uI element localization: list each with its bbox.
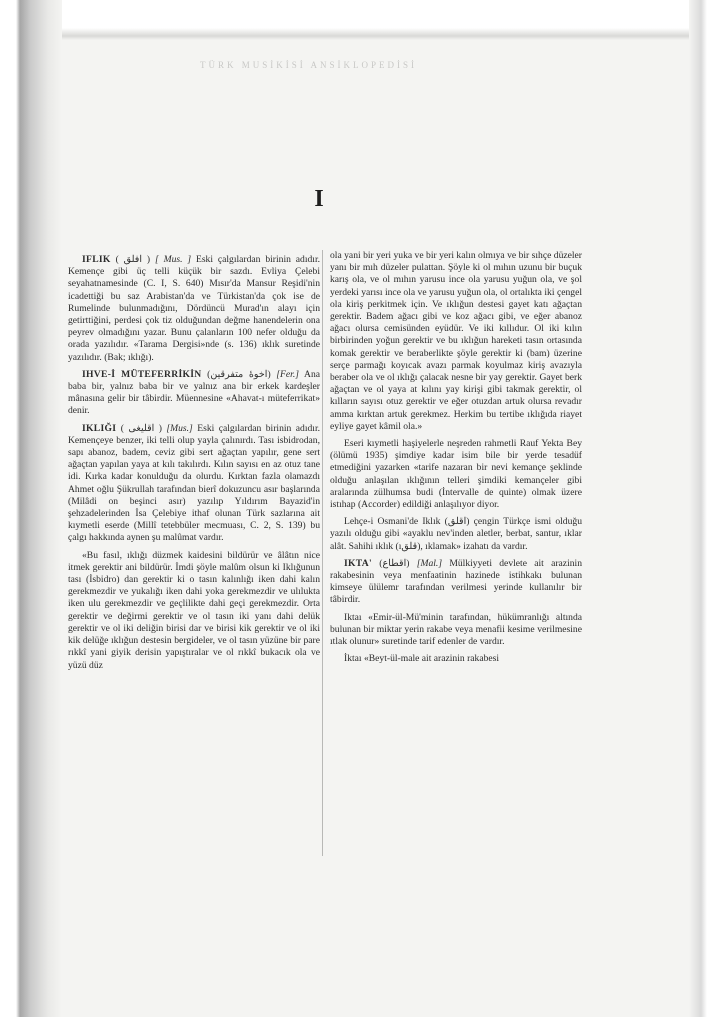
scan-left-shadow bbox=[0, 0, 62, 1017]
left-column bbox=[68, 250, 320, 677]
entry-head: IKTA' bbox=[344, 557, 372, 569]
quote-paragraph: «Bu fasıl, ıklığı düzmek kaidesini bildürür ve âlâtın nice itmek gerektir ani bildürür. İmdi şöyle malûm olsun ki Iklığunun tası (İsbidro) dan gerektir ki o tasın kalınlığı iken dahi kalın gerekmezdir ve yukalığı iken dahi yoka gerekmezdir ve ulılukta iken ulu gerekmezdir ve geçlilikte dahi geçi gerekmezdir. Orta gerektir ve değirmi gerektir ve ol tasın iki yanı dahi delük gerektir ve ol iki deliğin birisi dar ve birisi kik gerektir ve ol iki kik delüğe ıklığun destesin bergideler, ve ol tasın yüzüne bir pare rıkkî yani giyik derisin yapıştıralar ve ol rıkkî bukacık ola ve yüzü düz bbox=[68, 549, 320, 671]
scan-top-shadow bbox=[0, 0, 719, 40]
entry-arabic: ( افلق ) bbox=[115, 254, 151, 265]
section-letter: I bbox=[314, 186, 324, 212]
column-divider bbox=[322, 250, 323, 856]
running-header: TÜRK MUSİKİSİ ANSİKLOPEDİSİ bbox=[200, 60, 418, 70]
quote-continuation: ola yani bir yeri yuka ve bir yeri kalın olmıya ve bir sıhçe düzeler yanı bir mıh düzeler pulattan. Şöyle ki ol mıhın uzunu bir buçuk karış ola, ve ol mıhın yarusu ince ola yarusu yuğun ola, ve şol yerdeki yarısı ince ola ve yarusu yuğun ola, ol ortalıkta iki çengel ola kiriş perkitmek için. Ve ıklığun destesi gayet katı ağaçtan gerektir. Badem ağacı gibi ve koz ağacı gibi, ve eğer abanoz ağacı olursa cemisünden eyüdür. Ve iki kıllıdur. Ol iki kılın birbirinden yoğun gerektir ve bu ıklığun hareketi tasın ortasında komak gerektir ve beraberlikte şöyle gerektir ki (bam) üzerine serçe parmağı koyıcak avazı parmak koyulmaz kiriş avazıyla beraber ola ve ol ıklığı çalacak nesne bir yay gerektir. Gayet berk ağaçtan ve ol yaya at kılını yay kirişi gibi takmak gerektir, ol kılların sayısı otuz gerektir ve eğer otuzdan artuk olursa revadır amma kırktan artuk gerekmez. Herkim bu tertibe ıklığıda riayet eyliye gayet kâmil ola.» bbox=[330, 250, 582, 432]
entry-ikta bbox=[330, 558, 582, 607]
right-column bbox=[330, 250, 582, 671]
entry-tag: [Mus.] bbox=[166, 422, 193, 434]
ikta-paragraph-3: İktaı «Beyt-ül-male ait arazinin rakabesi bbox=[344, 653, 500, 665]
entry-tag: [Fer.] bbox=[276, 368, 299, 380]
entry-head: IFLIK bbox=[82, 254, 111, 265]
entry-arabic: (اقطاع) bbox=[379, 557, 410, 569]
entry-text: Mülkiyyeti devlete ait arazinin rakabesinin veya menfaatinin hazinede istihkakı bulunan kimseye ülülemr tarafından verilmesi yerinde kullanılır bir tâbirdir. bbox=[330, 557, 582, 606]
entry-head: IHVE-İ MÜTEFERRİKİN bbox=[82, 368, 202, 380]
entry-tag: [Mal.] bbox=[416, 557, 443, 569]
scan-right-shadow bbox=[689, 0, 719, 1017]
entry-tag: [ Mus. ] bbox=[154, 254, 192, 265]
entry-ihve bbox=[68, 369, 320, 418]
entry-ikligi bbox=[68, 423, 320, 545]
rauf-paragraph: Eseri kıymetli haşiyelerle neşreden rahmetli Rauf Yekta Bey (ölümü 1935) şimdiye kadar isim bile bir yerde tesadüf etmediğini yazarken «tarife nazaran bir nevi kemançe şeklinde olduğu anlaşılan ıklığının telleri şimdiki kemançeler gibi aralarında zülhumsa budi (İntervalle de quinte) olmak üzere istıhap (Accorder) edildiği anlaşılıyor diyor. bbox=[330, 438, 582, 511]
ikta-paragraph-2: Iktaı «Emir-ül-Mü'minin tarafından, hükümranlığı altında bulunan bir miktar yerin rakabe veya menafii kesime verilmesine ıtlak olunur» suretinde tarif edenler de vardır. bbox=[330, 611, 582, 648]
entry-arabic: ( اقليغى ) bbox=[120, 422, 162, 434]
entry-arabic: (اخوهٔ متفرقين) bbox=[207, 368, 271, 380]
lehce-paragraph: Lehçe-i Osmani'de Iklık (اقلق) çengin Türkçe ismi olduğu yazılı olduğu gibi «ayaklu nev'inden aletler, berbat, santur, ıklar alât. Sahihi ıklık (ıقلق), ıklamak» izahatı da vardır. bbox=[330, 516, 582, 552]
entry-text: Ana baba bir, yalnız baba bir ve yalnız ana bir erkek kardeşler mânasına gelir bir tâbirdir. Müennesine «Ahavat-ı müteferrikat» denir. bbox=[68, 368, 321, 417]
entry-text: Eski çalgılardan birinin adıdır. Kemençe gibi üç telli küçük bir sazdı. Evliya Çelebi seyahatnamesinde (C. I, S. 640) Mısır'da Mansur Reşidi'nin icadettiği bu saz Arabistan'da ve Türkistan'da çok ise de Rumelinde bulunmadığını, Dördüncü Murad'ın alayı için getirttiğini, perdesi çok tiz olduğundan değme hanendelerin ona peyrev olmadığını yazar. Bunu çalanların 100 nefer olduğu da orada yazılıdır. «Tarama Dergisi»nde (s. 136) ıklık suretinde yazılıdır. (Bak; ıklığı). bbox=[68, 254, 321, 363]
entry-text: Eski çalgılardan birinin adıdır. Kemençeye benzer, iki telli olup yayla çalınırdı. Tası isbidrodan, sapı abanoz, badem, ceviz gibi sert ağaçtan yapılır, gene sert ağaçtan yapılan yaya at kılı takılırdı. Kılın sayısı en az otuz tane idi. Kırka kadar konulduğu da olurdu. Kırktan fazla olamazdı Ahmet oğlu Şükrullah tarafından bierî dokuzuncu asır başlarında (Milâdi on beşinci asır) yazılıp Yıldırım Bayazid'in şehzadelerinden İsa Çelebiye ithaf olunan Türk sazlarına ait kıymetli eserde (Millî tetebbüler mecmuası, C. 2, S. 139) bu çalgı hakkında aynen şu malûmat vardır. bbox=[68, 422, 321, 544]
entry-iflik bbox=[68, 254, 320, 364]
entry-head: IKLIĞI bbox=[82, 422, 117, 434]
